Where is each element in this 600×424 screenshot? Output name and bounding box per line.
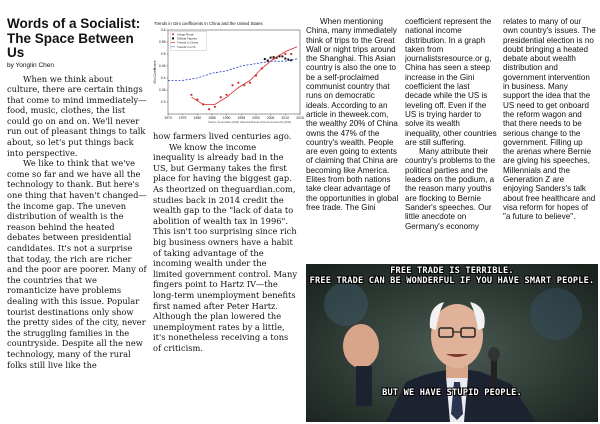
x-tick-label: 1990 [222, 116, 231, 120]
data-point [208, 108, 210, 110]
data-point [270, 57, 272, 59]
x-tick-label: 1995 [237, 116, 246, 120]
legend-label: Trends in China [177, 40, 199, 45]
legend-label: Official Figures [177, 36, 197, 41]
paragraph: When we think about culture, there are certain things that come to mind immediately—food, music, clothes, the list could go on and on. We'll never run out of pleasant things to talk about, so let's put things back into perspective. [7, 73, 147, 158]
x-tick-label: 1975 [178, 116, 187, 120]
data-point [264, 58, 266, 60]
article-column-2 [153, 131, 298, 423]
x-tick-label: 2000 [252, 116, 260, 120]
data-point [273, 56, 275, 58]
article-column-5 [503, 17, 596, 262]
paragraph: coefficient represent the national income distribution. In a graph taken from journalistsresource.or g, China has seen a steep increase in the Gini coefficient the last decade while the US is leveling off. Even if the US is trying harder to solve its wealth inequality, other countries are still suffering. [405, 17, 497, 147]
legend-marker [172, 37, 174, 39]
y-tick-label: 0.5 [160, 52, 166, 57]
bernie-meme-image [306, 264, 598, 422]
data-point [284, 53, 286, 55]
chart-title: Trends in Gini coefficients in China and the United States [154, 21, 263, 26]
paragraph: Many attribute their country's problems to the political parties and the leaders on the podium, a the reason many youths are flocking to Bernie Sander's speeches. Our little anecdote on Germany's economy [405, 147, 496, 231]
y-tick-label: 0.55 [158, 40, 166, 45]
legend-label: Urban-Rural [177, 32, 194, 37]
data-point [249, 82, 251, 84]
x-tick-label: 1985 [208, 116, 216, 120]
x-tick-label: 1970 [164, 116, 172, 120]
x-tick-label: 2010 [281, 116, 290, 120]
article-byline: by Yonglin Chen [7, 61, 54, 69]
paragraph: how farmers lived centuries ago. [153, 131, 292, 141]
x-tick-label: 1980 [193, 116, 202, 120]
data-point [231, 84, 233, 86]
meme-caption-top-1: FREE TRADE IS TERRIBLE. [390, 266, 514, 276]
y-tick-label: 0.45 [158, 64, 166, 69]
y-tick-label: 0.3 [160, 100, 166, 105]
data-point [281, 55, 283, 57]
article-column-4 [405, 17, 497, 262]
meme-caption-top-2: FREE TRADE CAN BE WONDERFUL IF YOU HAVE SMART PEOPLE. [309, 276, 595, 286]
chart-source-note: Source: Xie and Zhou (2014). Data from Bureau of the Census and Xie (2014). [208, 121, 292, 124]
x-tick-label: 2005 [266, 116, 275, 120]
paragraph: relates to many of our own country's issues. The presidential election is no doubt bringing a heated debate about wealth distribution and government intervention in business. Many support the idea that the US need to get onboard the reform wagon and that there needs to be serious change to the government. Filling up the arenas where Bernie are giving his speeches, Millennials and the Generation Z are enjoying Sanders's talk about free healthcare and visa reform for hopes of "a future to believe". [503, 17, 596, 222]
data-point [290, 53, 292, 55]
legend-marker [172, 33, 174, 35]
article-title-line1: Words of a Socialist: [7, 17, 141, 31]
gini-chart-svg [146, 18, 306, 126]
paragraph: When mentioning China, many immediately think of trips to the Great Wall or night trips around the Shanghai. This Asian country is also the one to be a self-proclaimed communist country that runs on democratic ideals. According to an article in theweek.com, the wealthy 20% of China owns the 47% of the country's wealth. People are even going to extents of claiming that China are becoming like America. Elites from both nations take clear advantage of the opportunities in global free trade. The Gini [306, 17, 399, 212]
article-title [7, 17, 147, 61]
y-tick-label: 0.35 [158, 88, 166, 93]
y-axis-label: Gini Coefficient [153, 60, 157, 84]
data-point [237, 82, 239, 84]
article-title-line2: The Space Between Us [7, 30, 134, 60]
data-point [226, 94, 228, 96]
data-point [284, 58, 286, 60]
data-point [220, 96, 222, 98]
legend-label: Trends in U.S. [177, 44, 197, 49]
chart-plot-area [153, 28, 304, 120]
data-point [214, 106, 216, 108]
article-column-3 [306, 17, 399, 262]
meme-illustration [306, 264, 598, 422]
article-column-1 [7, 17, 147, 422]
data-point [190, 94, 192, 96]
x-tick-label: 2015 [296, 116, 304, 120]
meme-caption-bottom: BUT WE HAVE STUPID PEOPLE. [382, 388, 522, 398]
y-tick-label: 0.4 [160, 76, 166, 81]
paragraph: We know the income inequality is already bad in the US, but Germany takes the first place for having the biggest gap. As theorized on theguardian.com, studies back in 2014 credit the wealth gap to the "lack of data to abolition of wealth tax in 1996". This isn't too surprising since rich big business owners have a habit of taking advantage of the incoming wealth under the limited government control. Many fingers point to Hartz IV—the long-term unemployment benefits first named after Peter Hartz. Although the plan lowered the unemployment rates by a little, it's nonetheless receiving a tons of criticism. [153, 141, 298, 353]
gini-chart [146, 18, 306, 126]
paragraph: We like to think that we've come so far and we have all the technology to thank. But here's one thing that haven't changed—the income gap. The uneven distribution of wealth is the reason behind the heated debates between presidential candidates. It's not a surprise that today, the rich are richer and the poor are poorer. Many of the countries that we romanticize have problems dealing with this issue. Popular tourist destinations only show the pretty sides of the city, never the struggling families in the countryside. Despite all the new technology, many of the rural folks still live like the [7, 158, 147, 370]
y-tick-label: 0.6 [160, 28, 166, 33]
